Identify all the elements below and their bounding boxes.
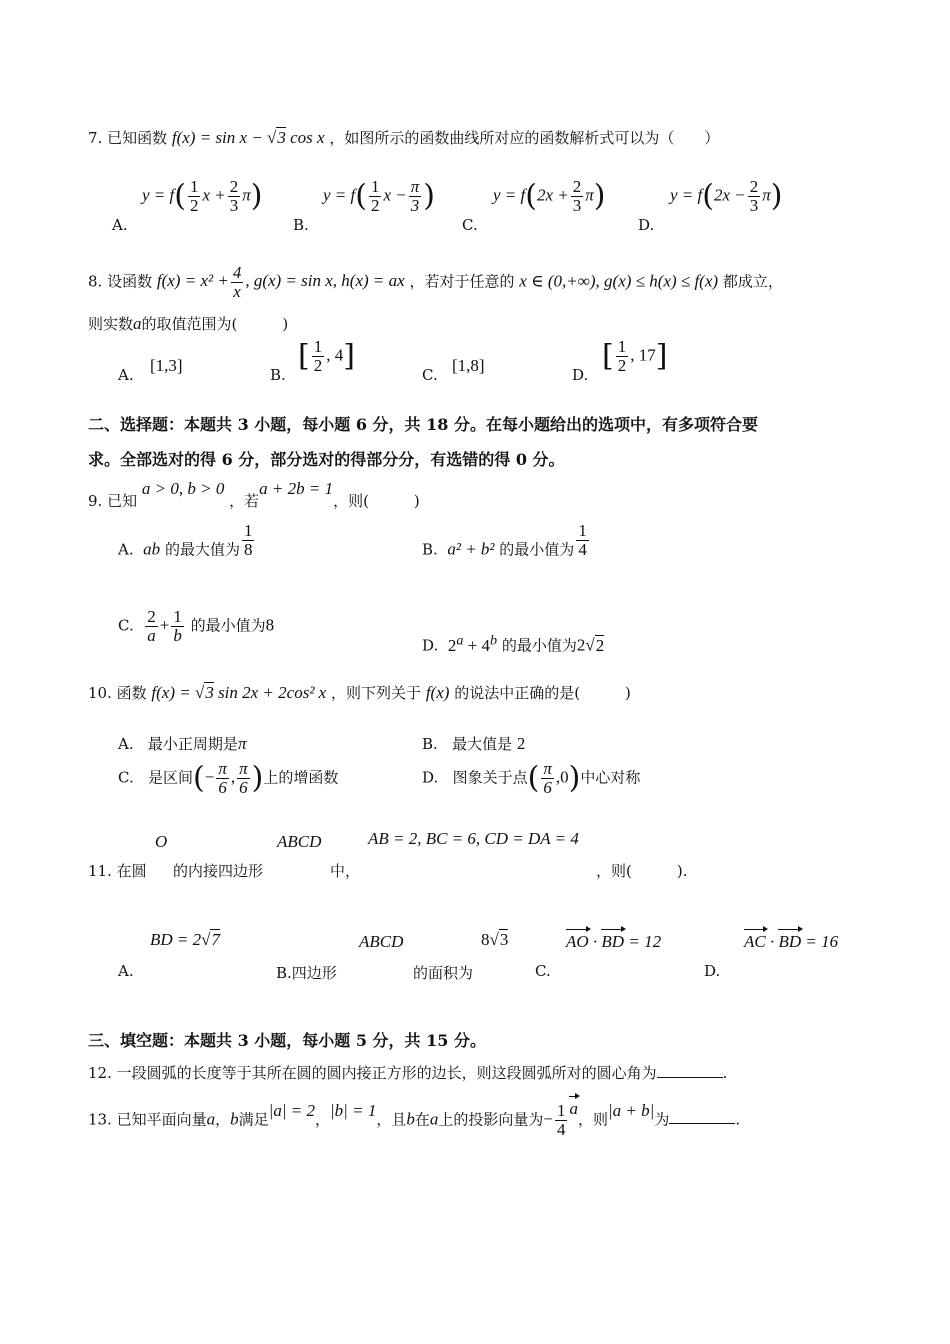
section3-heading: 三、填空题：本题共 3 小题，每小题 5 分，共 15 分。 xyxy=(88,1031,486,1050)
q11-option-c-label: C. xyxy=(535,962,551,980)
q8-option-b: [ $\frac{1}{2}$ , 4] xyxy=(298,337,355,375)
q9-option-c: C. $\frac{2}{a}$ + $\frac{1}{b}$ 的最小值为8 xyxy=(118,607,275,645)
q10-option-d: D. 图象关于点( $\frac{\pi}{6}$ ,0)中心对称 xyxy=(422,759,641,797)
q8-functions: f(x) = x² + $\frac{4}{x}$ , g(x) = sin x, h(x) = ax xyxy=(156,263,405,301)
q11-condition: AB = 2, BC = 6, CD = DA = 4 xyxy=(368,829,579,848)
q8-stem: 8. 设函数 f(x) = x² + $\frac{4}{x}$ , g(x) = sin x, h(x) = ax ，若对于任意的 x ∈ (0,+∞), g(x) ≤ h(x) ≤ f(x) 都成立， xyxy=(88,263,783,301)
q7-option-a: y = f( $\frac{1}{2}$ x + $\frac{2}{3}$ π) xyxy=(142,177,263,215)
q11-option-b-value: 8√3 xyxy=(481,930,509,949)
q10-stem: 10. 函数 f(x) = √3 sin 2x + 2cos² x ，则下列关于 f(x) 的说法中正确的是( ) xyxy=(88,683,631,702)
q10-option-a: A. 最小正周期是π xyxy=(118,734,247,753)
q9-option-a: A. ab 的最大值为 $\frac{1}{8}$ xyxy=(118,521,253,559)
q10-option-b: B. 最大值是 2 xyxy=(422,734,526,753)
q8-option-c-label: C. xyxy=(422,366,438,384)
q11-abcd: ABCD xyxy=(277,832,322,851)
q8-condition: x ∈ (0,+∞), g(x) ≤ h(x) ≤ f(x) xyxy=(519,271,719,291)
q11-option-a-expr: BD = 2√7 xyxy=(150,930,220,949)
q7-option-b: y = f( $\frac{1}{2}$ x − $\frac{\pi}{3}$ ) xyxy=(323,177,435,215)
q8-option-b-label: B. xyxy=(270,366,286,384)
q12-stem: 12. 一段圆弧的长度等于其所在圆的圆内接正方形的边长，则这段圆弧所对的圆心角为 . xyxy=(88,1064,728,1082)
q11-stem-1: 11. 在圆 xyxy=(88,862,147,880)
q8-option-a: [1,3] xyxy=(150,356,183,375)
q11-option-b-label: B.四边形 xyxy=(276,964,337,982)
q8-option-d: [ $\frac{1}{2}$ , 17] xyxy=(602,337,668,375)
section2-heading-line1: 二、选择题：本题共 3 小题，每小题 6 分，共 18 分。在每小题给出的选项中，有多项符合要 xyxy=(88,415,758,434)
q11-option-c-expr: AO · BD = 12 xyxy=(566,932,662,951)
q7-option-b-label: B. xyxy=(293,216,309,234)
q9-option-b: B. a² + b² 的最小值为 $\frac{1}{4}$ xyxy=(422,521,587,559)
q8-option-a-label: A. xyxy=(118,366,134,384)
q7-option-d: y = f(2x − $\frac{2}{3}$ π) xyxy=(670,177,783,215)
q8-line2: 则实数a的取值范围为( ) xyxy=(88,314,289,333)
q13-stem: 13. 已知平面向量a，b满足|a| = 2，|b| = 1，且b在a上的投影向量为− $\frac{1}{4}$ a，则|a + b|为 . xyxy=(88,1099,741,1139)
q11-o: O xyxy=(155,832,168,851)
q8-option-c: [1,8] xyxy=(452,356,485,375)
q13-answer-blank[interactable] xyxy=(669,1109,735,1124)
section2-heading-line2: 求。全部选对的得 6 分，部分选对的得部分分，有选错的得 0 分。 xyxy=(88,450,565,469)
q10-option-c: C. 是区间(− $\frac{\pi}{6}$ , $\frac{\pi}{6}$ )上的增函数 xyxy=(118,759,339,797)
q11-option-d-expr: AC · BD = 16 xyxy=(744,932,839,951)
q9-option-d: D. $2^a + 4^b$ 的最小值为2√2 xyxy=(422,632,605,655)
q7-stem: 7. 已知函数 f(x) = sin x − √3 cos x ，如图所示的函数曲线所对应的函数解析式可以为（ ） xyxy=(88,128,720,147)
q11-stem-2: 的内接四边形 xyxy=(173,862,264,880)
q8-option-d-label: D. xyxy=(572,366,589,384)
q7-option-d-label: D. xyxy=(638,216,655,234)
q7-option-a-label: A. xyxy=(112,216,128,234)
q11-stem-3: 中， xyxy=(330,862,361,880)
q12-answer-blank[interactable] xyxy=(657,1063,723,1078)
q7-option-c: y = f(2x + $\frac{2}{3}$ π) xyxy=(493,177,606,215)
q9-stem: 9. 已知 a > 0, b > 0 ，若a + 2b = 1，则( ) xyxy=(88,479,420,510)
q11-option-d-label: D. xyxy=(704,962,721,980)
q11-option-b-text: 的面积为 xyxy=(413,964,474,982)
q11-stem-4: ，则( ). xyxy=(596,862,688,880)
q7-function: f(x) = sin x − √3 cos x xyxy=(171,128,325,147)
q9-condition2: a + 2b = 1 xyxy=(259,479,334,498)
q9-condition1: a > 0, b > 0 xyxy=(141,479,225,498)
q7-option-c-label: C. xyxy=(462,216,478,234)
q10-function: f(x) = √3 sin 2x + 2cos² x xyxy=(151,683,327,702)
q11-option-b-abcd: ABCD xyxy=(359,932,404,951)
q11-option-a-label: A. xyxy=(118,962,134,980)
